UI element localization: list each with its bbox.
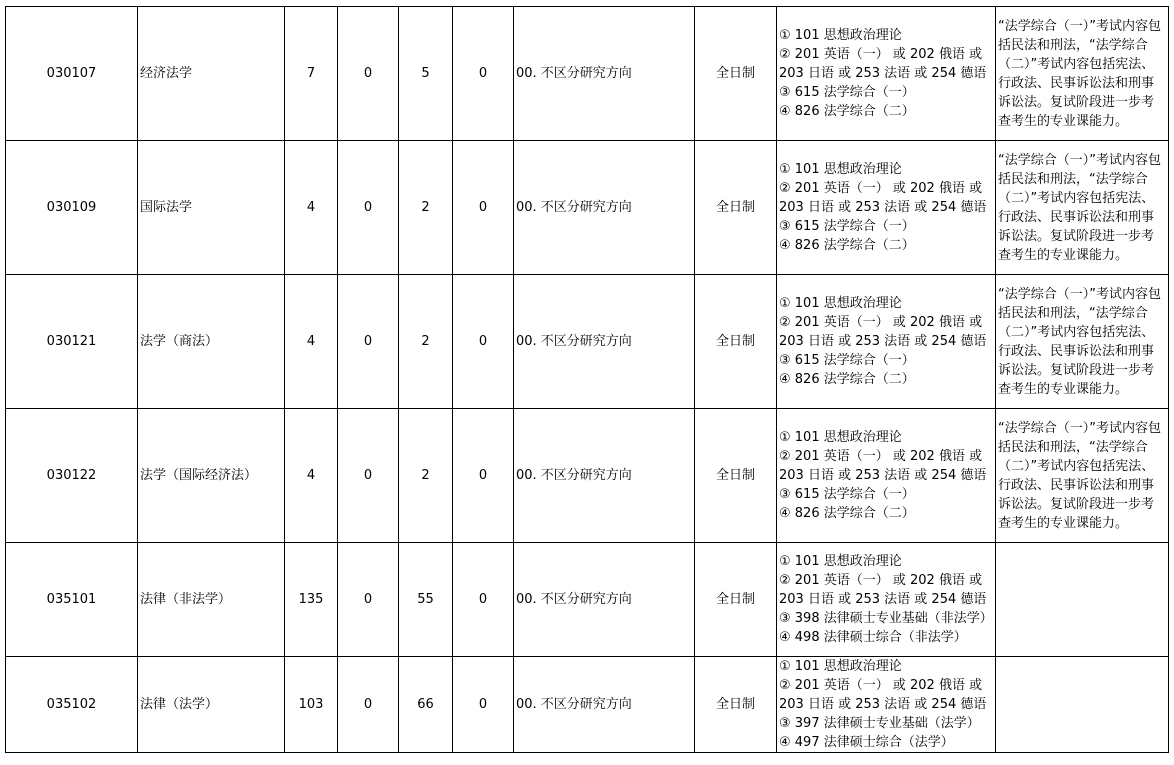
study-mode-cell: 全日制 [695, 543, 777, 657]
exempt-count-cell: 0 [338, 657, 399, 753]
admissions-table [5, 6, 1169, 753]
plan-count-cell: 4 [285, 409, 338, 543]
major-name-cell: 国际法学 [138, 141, 285, 275]
remarks-cell: “法学综合（一）”考试内容包括民法和刑法，“法学综合（二）”考试内容包括宪法、行政法、民事诉讼法和刑事诉讼法。复试阶段进一步考查考生的专业课能力。 [996, 275, 1169, 409]
exempt-count-cell: 0 [338, 141, 399, 275]
major-name-cell: 法学（商法） [138, 275, 285, 409]
count-cell-b: 0 [453, 7, 514, 141]
plan-count-cell: 4 [285, 275, 338, 409]
exempt-count-cell: 0 [338, 409, 399, 543]
exempt-count-cell: 0 [338, 543, 399, 657]
plan-count-cell: 4 [285, 141, 338, 275]
exam-subjects-cell: ① 101 思想政治理论 ② 201 英语（一） 或 202 俄语 或 203 日语 或 253 法语 或 254 德语 ③ 615 法学综合（一） ④ 826 法学综合（二） [777, 7, 996, 141]
count-cell-b: 0 [453, 141, 514, 275]
remarks-cell: “法学综合（一）”考试内容包括民法和刑法，“法学综合（二）”考试内容包括宪法、行政法、民事诉讼法和刑事诉讼法。复试阶段进一步考查考生的专业课能力。 [996, 7, 1169, 141]
exam-subjects-cell: ① 101 思想政治理论 ② 201 英语（一） 或 202 俄语 或 203 日语 或 253 法语 或 254 德语 ③ 615 法学综合（一） ④ 826 法学综合（二） [777, 409, 996, 543]
plan-count-cell: 135 [285, 543, 338, 657]
count-cell-a: 2 [399, 141, 453, 275]
major-name-cell: 法学（国际经济法） [138, 409, 285, 543]
table-row [6, 409, 1169, 543]
study-mode-cell: 全日制 [695, 7, 777, 141]
count-cell-b: 0 [453, 657, 514, 753]
table-row [6, 141, 1169, 275]
major-code-cell: 030121 [6, 275, 138, 409]
exam-subjects-cell: ① 101 思想政治理论 ② 201 英语（一） 或 202 俄语 或 203 日语 或 253 法语 或 254 德语 ③ 615 法学综合（一） ④ 826 法学综合（二） [777, 141, 996, 275]
exempt-count-cell: 0 [338, 7, 399, 141]
research-direction-cell: 00. 不区分研究方向 [514, 543, 695, 657]
major-code-cell: 030122 [6, 409, 138, 543]
table-row [6, 543, 1169, 657]
remarks-cell [996, 543, 1169, 657]
exam-subjects-cell: ① 101 思想政治理论 ② 201 英语（一） 或 202 俄语 或 203 日语 或 253 法语 或 254 德语 ③ 615 法学综合（一） ④ 826 法学综合（二） [777, 275, 996, 409]
major-name-cell: 法律（法学） [138, 657, 285, 753]
count-cell-b: 0 [453, 409, 514, 543]
remarks-cell [996, 657, 1169, 753]
count-cell-a: 66 [399, 657, 453, 753]
research-direction-cell: 00. 不区分研究方向 [514, 657, 695, 753]
research-direction-cell: 00. 不区分研究方向 [514, 141, 695, 275]
count-cell-b: 0 [453, 275, 514, 409]
count-cell-b: 0 [453, 543, 514, 657]
major-code-cell: 035102 [6, 657, 138, 753]
study-mode-cell: 全日制 [695, 275, 777, 409]
research-direction-cell: 00. 不区分研究方向 [514, 275, 695, 409]
plan-count-cell: 7 [285, 7, 338, 141]
major-code-cell: 030109 [6, 141, 138, 275]
remarks-cell: “法学综合（一）”考试内容包括民法和刑法，“法学综合（二）”考试内容包括宪法、行政法、民事诉讼法和刑事诉讼法。复试阶段进一步考查考生的专业课能力。 [996, 141, 1169, 275]
research-direction-cell: 00. 不区分研究方向 [514, 7, 695, 141]
exam-subjects-cell: ① 101 思想政治理论 ② 201 英语（一） 或 202 俄语 或 203 日语 或 253 法语 或 254 德语 ③ 398 法律硕士专业基础（非法学） ④ 498 法律硕士综合（非法学） [777, 543, 996, 657]
exam-subjects-cell: ① 101 思想政治理论 ② 201 英语（一） 或 202 俄语 或 203 日语 或 253 法语 或 254 德语 ③ 397 法律硕士专业基础（法学） ④ 497 法律硕士综合（法学） [777, 657, 996, 753]
exempt-count-cell: 0 [338, 275, 399, 409]
count-cell-a: 5 [399, 7, 453, 141]
major-code-cell: 030107 [6, 7, 138, 141]
count-cell-a: 2 [399, 409, 453, 543]
remarks-cell: “法学综合（一）”考试内容包括民法和刑法，“法学综合（二）”考试内容包括宪法、行政法、民事诉讼法和刑事诉讼法。复试阶段进一步考查考生的专业课能力。 [996, 409, 1169, 543]
study-mode-cell: 全日制 [695, 141, 777, 275]
major-code-cell: 035101 [6, 543, 138, 657]
plan-count-cell: 103 [285, 657, 338, 753]
count-cell-a: 55 [399, 543, 453, 657]
major-name-cell: 法律（非法学） [138, 543, 285, 657]
study-mode-cell: 全日制 [695, 657, 777, 753]
major-name-cell: 经济法学 [138, 7, 285, 141]
table-row [6, 275, 1169, 409]
table-row [6, 657, 1169, 753]
table-row [6, 7, 1169, 141]
study-mode-cell: 全日制 [695, 409, 777, 543]
count-cell-a: 2 [399, 275, 453, 409]
research-direction-cell: 00. 不区分研究方向 [514, 409, 695, 543]
